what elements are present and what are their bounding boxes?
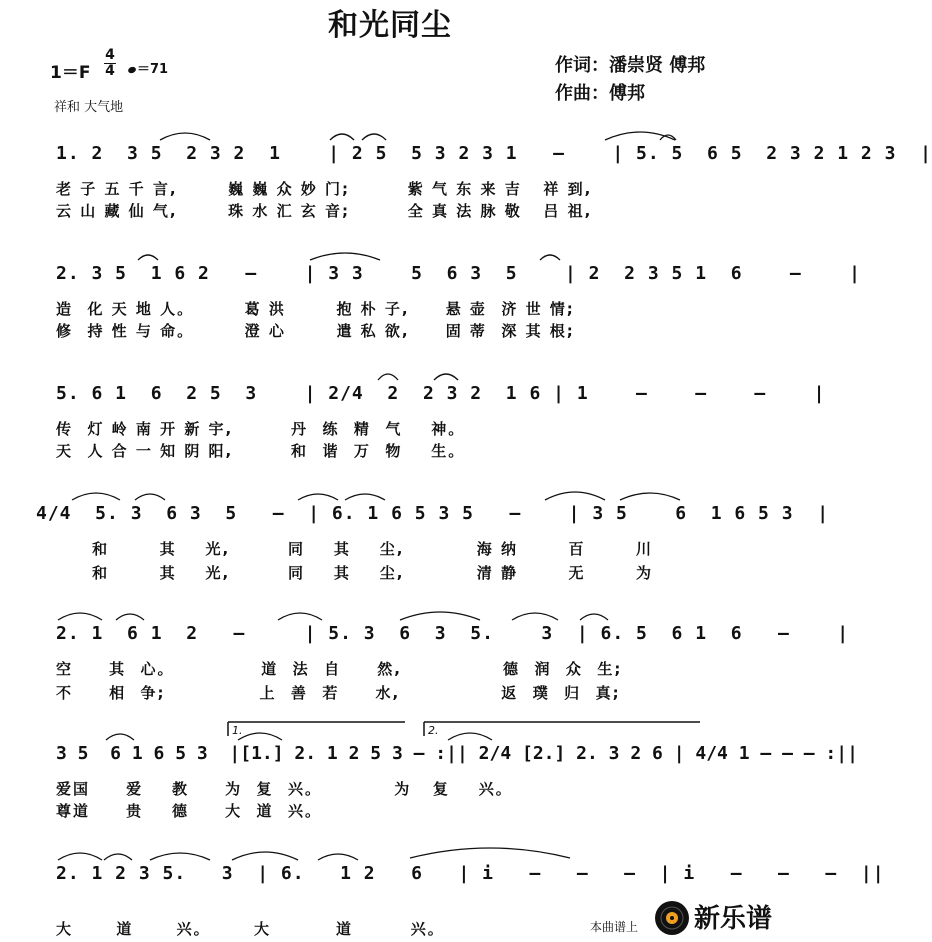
expression-marking: 祥和 大气地 (54, 100, 124, 115)
system-5-lyrics-verse1: 空 其 心。 道 法 自 然, 德 润 众 生; (56, 660, 623, 678)
system-6-lyrics-verse1: 爱国 爱 教 为 复 兴。 为 复 兴。 (56, 780, 513, 798)
system-7-notes: 2. 1 2 3 5. 3 | 6. 1 2 6 | i – – – | i – – – || (56, 863, 885, 884)
system-4-lyrics-verse1: 和 其 光, 同 其 尘, 海 纳 百 川 (56, 540, 654, 558)
slur (378, 374, 398, 380)
key-signature: 1＝F (50, 63, 91, 83)
slur (545, 492, 605, 500)
system-3-notes: 5. 6 1 6 2 5 3 | 2/4 2 2 3 2 1 6 | 1 – – – | (56, 383, 826, 404)
slur (580, 614, 608, 620)
brand-prefix: 本曲谱上 (590, 920, 639, 934)
slur (540, 255, 560, 260)
time-signature-top: 4 (105, 47, 115, 63)
system-6-notes: 3 5 6 1 6 5 3 |[1.] 2. 1 2 5 3 – :|| 2/4 [2.] 2. 3 2 6 | 4/4 1 – – – :|| (56, 743, 858, 764)
brand-name: 新乐谱 (694, 904, 773, 934)
page-title: 和光同尘 (328, 8, 452, 43)
system-5-notes: 2. 1 6 1 2 – | 5. 3 6 3 5. 3 | 6. 5 6 1 6 – | (56, 623, 850, 644)
system-4-lyrics-verse2: 和 其 光, 同 其 尘, 清 静 无 为 (56, 564, 654, 582)
system-3-lyrics-verse1: 传 灯 岭 南 开 新 宇, 丹 练 精 气 神。 (56, 420, 466, 438)
slur (232, 852, 298, 860)
slur (310, 253, 380, 260)
slur (135, 494, 165, 500)
slur (434, 374, 458, 380)
system-1-notes: 1. 2 3 5 2 3 2 1 | 2 5 5 3 2 3 1 – | 5. 5 6 5 2 3 2 1 2 3 | (56, 143, 932, 164)
system-2-lyrics-verse2: 修 持 性 与 命。 澄 心 遣 私 欲, 固 蒂 深 其 根; (56, 322, 575, 340)
slur (620, 493, 680, 500)
slur (58, 613, 102, 620)
system-3-lyrics-verse2: 天 人 合 一 知 阴 阳, 和 谐 万 物 生。 (56, 442, 466, 460)
slur (298, 494, 338, 500)
system-1-lyrics-verse2: 云 山 藏 仙 气, 珠 水 汇 玄 音; 全 真 法 脉 敬 吕 祖, (56, 202, 593, 220)
volta-1-label: 1. (232, 724, 243, 737)
slur (400, 612, 480, 620)
slur (238, 733, 282, 740)
slur (116, 614, 144, 620)
vinyl-record-icon (652, 898, 692, 938)
slur (278, 613, 322, 620)
system-5-lyrics-verse2: 不 相 争; 上 善 若 水, 返 璞 归 真; (56, 684, 621, 702)
composer: 作曲：傅邦 (555, 83, 645, 104)
volta-2-label: 2. (428, 724, 439, 737)
system-1-lyrics-verse1: 老 子 五 千 言, 巍 巍 众 妙 门; 紫 气 东 来 吉 祥 到, (56, 180, 593, 198)
system-4-notes: 4/4 5. 3 6 3 5 – | 6. 1 6 5 3 5 – | 3 5 6 1 6 5 3 | (36, 503, 830, 524)
slur (104, 854, 132, 860)
slur (345, 494, 385, 500)
system-2-notes: 2. 3 5 1 6 2 – | 3 3 5 6 3 5 | 2 2 3 5 1 6 – | (56, 263, 861, 284)
slur (448, 733, 492, 740)
slur (362, 134, 386, 140)
slur (58, 853, 102, 860)
lyricist: 作词：潘崇贤 傅邦 (555, 55, 706, 76)
system-7-lyrics-verse1: 大 道 兴。 大 道 兴。 (56, 920, 445, 938)
time-signature-bottom: 4 (105, 63, 115, 79)
slur (512, 613, 558, 620)
slur (410, 848, 570, 858)
slur (160, 133, 210, 140)
slur (138, 255, 158, 260)
slur (106, 734, 134, 740)
system-2-lyrics-verse1: 造 化 天 地 人。 葛 洪 抱 朴 子, 悬 壶 济 世 情; (56, 300, 575, 318)
tempo-value: ＝71 (137, 62, 169, 77)
slur (318, 854, 358, 860)
slur (330, 134, 354, 140)
system-6-lyrics-verse2: 尊道 贵 德 大 道 兴。 (56, 802, 322, 820)
slur (72, 493, 120, 500)
slur (150, 853, 210, 860)
